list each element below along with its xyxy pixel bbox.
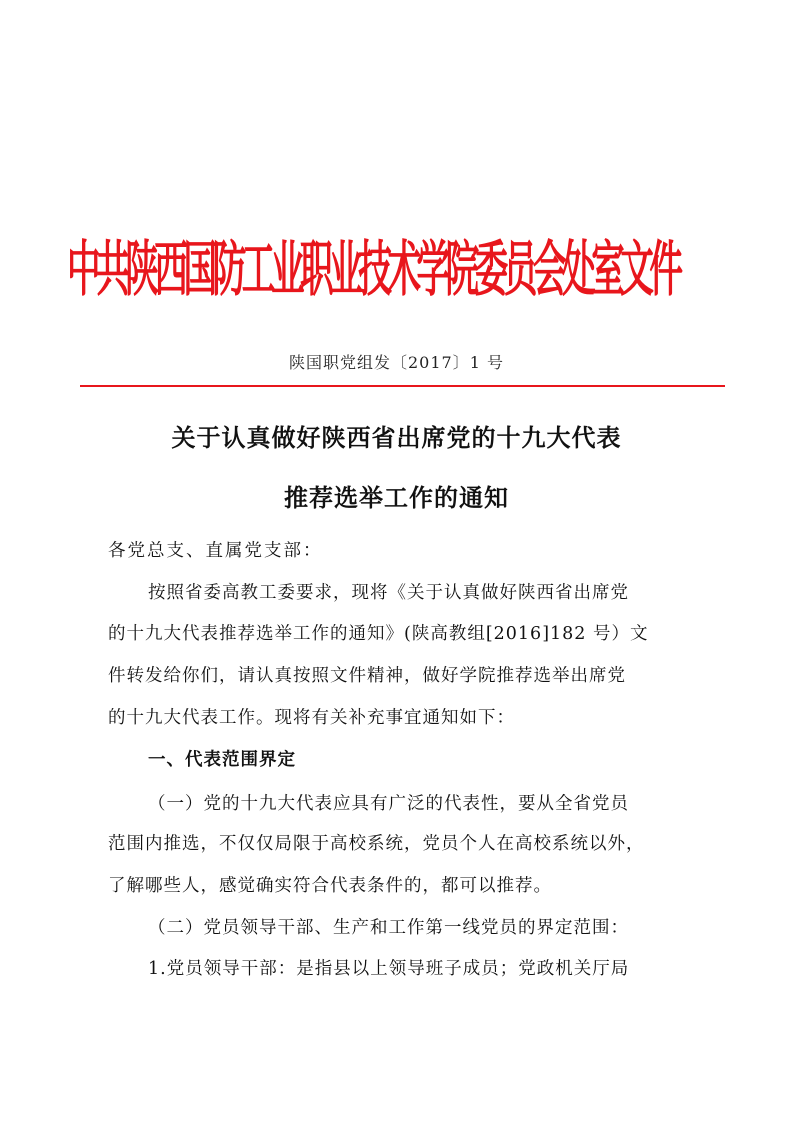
paragraph-2-line-2: 范围内推选，不仅仅局限于高校系统，党员个人在高校系统以外， bbox=[108, 834, 645, 854]
section-1-heading: 一、代表范围界定 bbox=[148, 750, 296, 770]
document-header-title: 中共陕西国防工业职业技术学院委员会处室文件 bbox=[67, 235, 679, 305]
paragraph-2-line-1: （一）党的十九大代表应具有广泛的代表性，要从全省党员 bbox=[148, 794, 629, 814]
paragraph-1-line-4: 的十九大代表工作。现将有关补充事宜通知如下： bbox=[108, 708, 515, 728]
paragraph-4: 1.党员领导干部：是指县以上领导班子成员；党政机关厅局 bbox=[148, 959, 630, 979]
paragraph-1-line-1: 按照省委高教工委要求，现将《关于认真做好陕西省出席党 bbox=[148, 583, 629, 603]
paragraph-1-line-3: 件转发给你们，请认真按照文件精神，做好学院推荐选举出席党 bbox=[108, 666, 626, 686]
notice-title-line-2: 推荐选举工作的通知 bbox=[284, 483, 509, 512]
notice-title-line-1: 关于认真做好陕西省出席党的十九大代表 bbox=[171, 423, 622, 452]
document-number: 陕国职党组发〔2017〕1 号 bbox=[289, 353, 504, 372]
salutation: 各党总支、直属党支部： bbox=[108, 541, 323, 561]
paragraph-3: （二）党员领导干部、生产和工作第一线党员的界定范围： bbox=[148, 918, 629, 938]
paragraph-1-line-2: 的十九大代表推荐选举工作的通知》(陕高教组[2016]182 号）文 bbox=[108, 624, 649, 644]
paragraph-2-line-3: 了解哪些人，感觉确实符合代表条件的，都可以推荐。 bbox=[108, 876, 552, 896]
header-divider bbox=[80, 385, 725, 387]
